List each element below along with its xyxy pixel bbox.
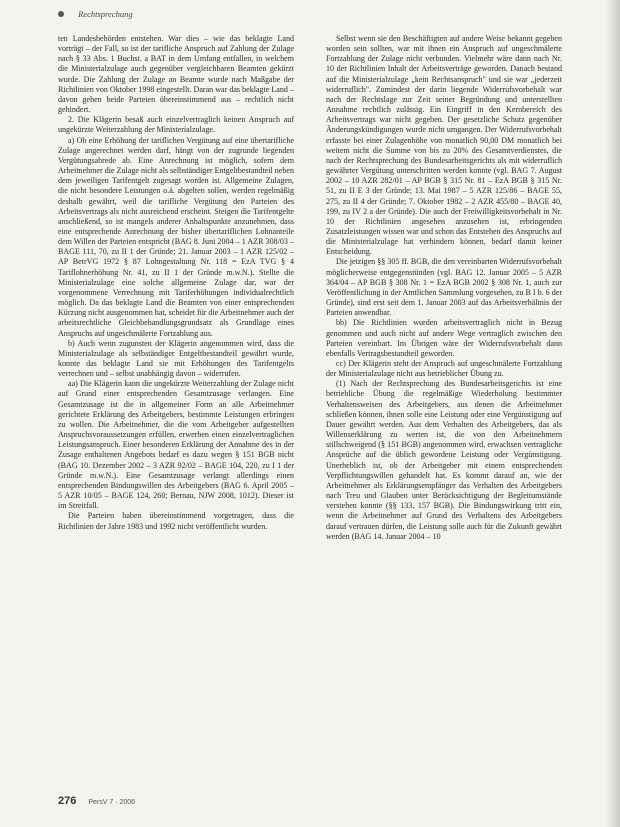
- paragraph: Die jetzigen §§ 305 ff. BGB, die den vereinbarten Widerrufsvorbehalt möglicherweise entgegenstünden (vgl. BAG 12. Januar 2005 – 5 AZR 364/04 – AP BGB § 308 Nr. 1 = EzA BGB 2002 § 308 Nr. 1, auch zur Veröffentlichung in der Amtlichen Sammlung vorgesehen, zu B I b. 6 der Gründe), sind erst seit dem 1. Januar 2003 auf das Arbeitsverhältnis der Parteien anwendbar.: [326, 257, 562, 318]
- paragraph: a) Ob eine Erhöhung der tariflichen Vergütung auf eine übertarifliche Zulage angerechnet werden darf, hängt von der zugrunde liegenden Vergütungsabrede ab. Eine Anrechnung ist möglich, sofern dem Arbeitnehmer die Zulage nicht als selbständiger Entgeltbestandteil neben dem jeweiligen Tarifentgelt zugesagt worden ist. Allgemeine Zulagen, die nicht besondere Leistungen o.ä. abgelten sollen, werden regelmäßig deshalb gewährt, weil die tarifliche Vergütung den Parteien des Arbeitsvertrags als nicht ausreichend erscheint. Steigen die Tarifentgelte anschließend, so ist mangels anderer Anhaltspunkte anzunehmen, dass eine entsprechende Anrechnung der bisher übertariflichen Lohnanteile dem Willen der Parteien entspricht (BAG 8. Juni 2004 – 1 AZR 308/03 – BAGE 111, 70, zu II 1 der Gründe; 21. Januar 2003 – 1 AZR 125/02 – AP BetrVG 1972 § 87 Lohngestaltung Nr. 118 = EzA TVG § 4 Tariflohnerhöhung Nr. 41, zu II 1 der Gründe m.w.N.). Stellte die Ministerialzulage eine solche allgemeine Zulage dar, war der vorgenommene Verrechnung mit Tariferhöhungen individualrechtlich möglich. Da das beklagte Land die Beamten von einer entsprechenden Kürzung nicht ausgenommen hat, scheidet für die Arbeitnehmer auch der arbeitsrechtliche Gleichbehandlungsgrundsatz als Grundlage eines Anspruchs auf ungeschmälerte Fortzahlung aus.: [58, 135, 294, 338]
- right-text-column: [326, 34, 562, 542]
- paragraph: bb) Die Richtlinien wurden arbeitsvertraglich nicht in Bezug genommen und auch nicht auf andere Wege vertraglich zwischen den Parteien vereinbart. Im Übrigen wäre der Widerrufsvorbehalt dann ebenfalls Vertragsbestandteil geworden.: [326, 318, 562, 358]
- header-bullet-icon: [58, 11, 64, 17]
- paragraph: cc) Der Klägerin steht der Anspruch auf ungeschmälerte Fortzahlung der Ministerialzulage nicht aus betrieblicher Übung zu.: [326, 359, 562, 379]
- page-footer: [58, 795, 135, 811]
- paragraph: b) Auch wenn zugunsten der Klägerin angenommen wird, dass die Ministerialzulage als selbständiger Entgeltbestandteil gewährt wurde, konnte das beklagte Land sie mit Erhöhungen des Tarifentgelts verrechnen und – selbst unabhängig davon – widerrufen.: [58, 338, 294, 379]
- left-text-column: [58, 34, 294, 532]
- page-edge-shadow: [606, 0, 620, 827]
- section-title: Rechtsprechung: [78, 9, 133, 20]
- page-number: 276: [58, 795, 77, 807]
- journal-citation: PersV 7 · 2006: [88, 799, 136, 806]
- paragraph: (1) Nach der Rechtsprechung des Bundesarbeitsgerichts ist eine betriebliche Übung die regelmäßige Wiederholung bestimmter Verhaltensweisen des Arbeitgebers, aus denen die Arbeitnehmer schließen können, ihnen solle eine Leistung oder eine Vergünstigung auf Dauer gewährt werden. Aus dem Verhalten des Arbeitgebers, das als Willenserklärung zu werten ist, die von den Arbeitnehmern stillschweigend (§ 151 BGB) angenommen wird, erwachsen vertragliche Ansprüche auf die üblich gewordene Leistung oder Vergünstigung. Unerheblich ist, ob der Arbeitgeber mit einem entsprechenden Verpflichtungswillen gehandelt hat. Es kommt darauf an, wie der Arbeitnehmer als Erklärungsempfänger das Verhalten des Arbeitgebers nach Treu und Glauben unter Berücksichtigung der Begleitumstände verstehen konnte (§§ 133, 157 BGB). Die Bindungswirkung tritt ein, wenn die Arbeitnehmer auf Grund des Verhaltens des Arbeitgebers darauf vertrauen dürfen, die Leistung solle auch für die Zukunft gewährt werden (BAG 14. Januar 2004 – 10: [326, 379, 562, 541]
- paragraph: Selbst wenn sie den Beschäftigten auf andere Weise bekannt gegeben worden sein sollten, war mit ihnen ein Anspruch auf ungeschmälerte Fortzahlung der Zulage nicht verbunden. Vielmehr wäre dann nach Nr. 10 der Richtlinien Inhalt der Arbeitsverträge geworden. Danach bestand auf die Ministerialzulage „kein Rechtsanspruch" und sie war „jederzeit widerruflich". Zumindest der darin liegende Widerrufsvorbehalt war nach der Rechtslage zur Zeit seiner Begründung und unterstellten Annahme rechtlich zulässig. Ein Eingriff in den Kernbereich des Arbeitsvertrags war nicht gegeben. Der gesetzliche Schutz gegenüber Änderungskündigungen wurde nicht umgangen. Der Widerrufsvorbehalt erfasste bei einer Zulagenhöhe von monatlich 90,00 DM monatlich bei weitem nicht die Summe von bis zu 20% des Gesamtverdienstes, die nach der Rechtsprechung des Bundesarbeitsgerichts als mit widerruflich gewährter Vergütung unterschritten werden konnte (vgl. BAG 7. August 2002 – 10 AZR 282/01 – AP BGB § 315 Nr. 81 – EzA BGB § 315 Nr. 51, zu II E 3 der Gründe; 13. Mai 1987 – 5 AZR 125/86 – BAGE 55, 275, zu II 4 der Gründe; 7. Oktober 1982 – 2 AZR 455/80 – BAGE 40, 199, zu IV 2 a der Gründe). Die auch der Freiwilligkeitsvorbehalt in Nr. 10 der Richtlinien angesehen anzusehen ist, erbringenden Zusatzleistungen wissen war und schon das Entstehen des Anspruchs auf die Ministerialzulage hat verhindern können, bedarf damit keiner Entscheidung.: [326, 34, 562, 257]
- paragraph: ten Landesbehörden entstehen. War dies – wie das beklagte Land vorträgt – der Fall, so ist der tarifliche Anspruch auf Zahlung der Zulage nach § 33 Abs. 1 Buchst. a BAT in dem Umfang entfallen, in welchem die Ministerialzulage auch gegenüber vergleichbaren Beamten gekürzt wurde. Die Zahlung der Zulage an Beamte wurde nach Maßgabe der Richtlinien von Oktober 1998 eingestellt. Daran war das beklagte Land – davon gehen beide Parteien übereinstimmend aus – rechtlich nicht gehindert.: [58, 34, 294, 115]
- paragraph: Die Parteien haben übereinstimmend vorgetragen, dass die Richtlinien der Jahre 1983 und 1992 nicht veröffentlicht wurden.: [58, 511, 294, 531]
- paragraph: aa) Die Klägerin kann die ungekürzte Weiterzahlung der Zulage nicht auf Grund einer entsprechenden Gesamtzusage verlangen. Eine Gesamtzusage ist die in allgemeiner Form an alle Arbeitnehmer gerichtete Erklärung des Arbeitgebers, bestimmte Leistungen erbringen zu wollen. Die Arbeitnehmer, die die vom Arbeitgeber aufgestellten Anspruchsvoraussetzungen erfüllen, erwerben einen einzelvertraglichen Leistungsanspruch. Einer besonderen Erklärung der Annahme des in der Zusage enthaltenen Angebots bedarf es dazu wegen § 151 BGB nicht (BAG 10. Dezember 2002 – 3 AZR 92/02 – BAGE 104, 220, zu I 1 der Gründe m.w.N.). Eine Gesamtzusage verlangt allerdings einen entsprechenden Bindungswillen des Arbeitgebers (BAG 6. April 2005 – 5 AZR 10/05 – BAGE 124, 260; Bernau, NJW 2008, 1012). Dieser ist im Streitfall.: [58, 379, 294, 511]
- running-header: [58, 8, 558, 24]
- paragraph: 2. Die Klägerin besaß auch einzelvertraglich keinen Anspruch auf ungekürzte Weiterzahlung der Ministerialzulage.: [58, 115, 294, 135]
